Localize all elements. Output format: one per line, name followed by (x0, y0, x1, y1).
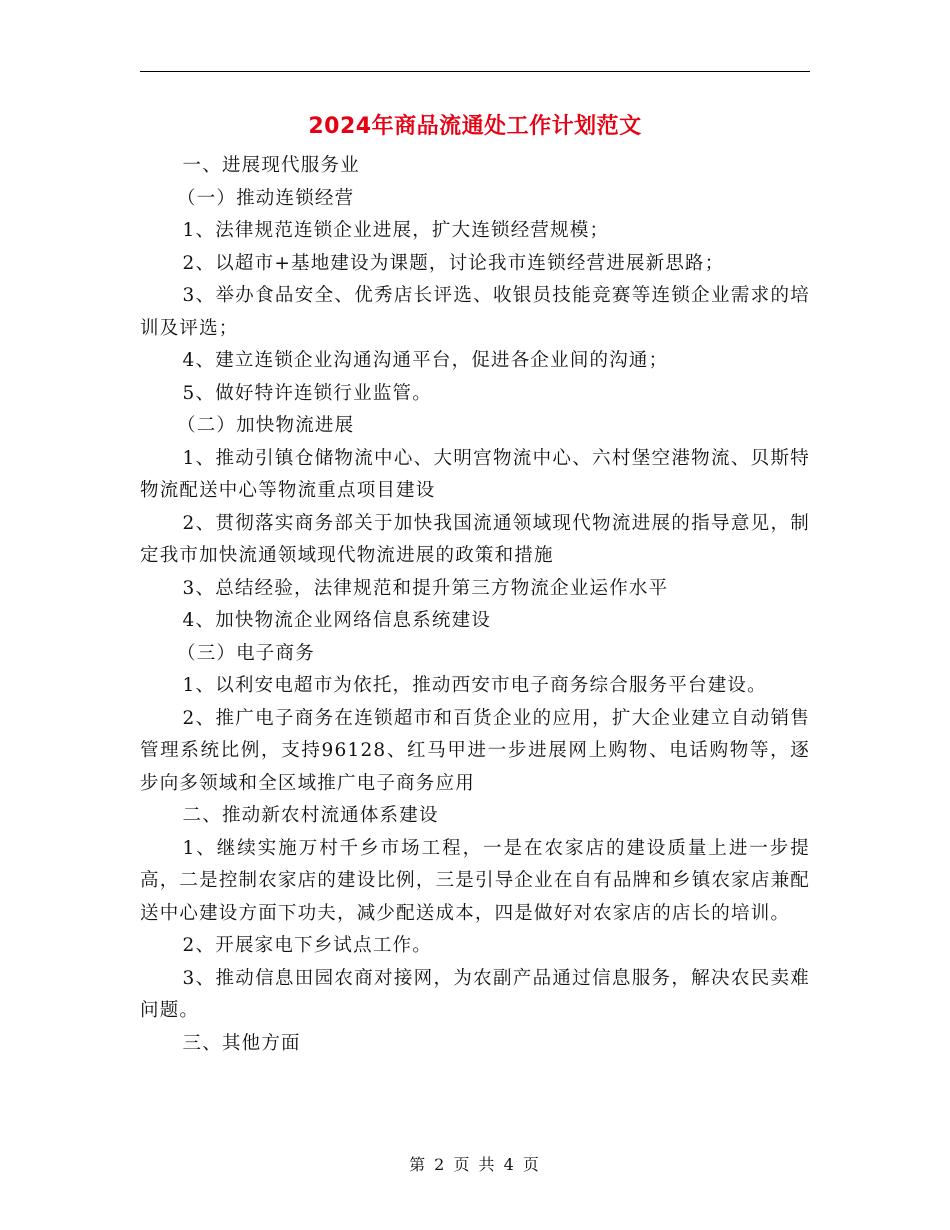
subsection-heading: （一）推动连锁经营 (177, 187, 355, 209)
subsection-heading: （二）加快物流进展 (177, 415, 355, 436)
document-body (140, 150, 810, 1060)
list-item: 3、总结经验，法律规范和提升第三方物流企业运作水平 (182, 577, 669, 599)
page-title: 2024年商品流通处工作计划范文 (308, 114, 642, 139)
list-item: 2、推广电子商务在连锁超市和百货企业的应用，扩大企业建立自动销售管理系统比例，支持96128、红马甲进一步进展网上购物、电话购物等，逐步向多领域和全区域推广电子商务应用 (140, 707, 810, 794)
list-item: 2、开展家电下乡试点工作。 (182, 935, 432, 956)
list-item: 2、以超市+基地建设为课题，讨论我市连锁经营进展新思路； (182, 252, 725, 274)
list-item: 4、加快物流企业网络信息系统建设 (182, 610, 492, 631)
list-item: 1、推动引镇仓储物流中心、大明宫物流中心、六村堡空港物流、贝斯特物流配送中心等物流重点项目建设 (140, 447, 810, 501)
list-item: 5、做好特许连锁行业监管。 (182, 382, 432, 404)
section-heading: 二、推动新农村流通体系建设 (182, 805, 439, 826)
list-item: 1、以利安电超市为依托，推动西安市电子商务综合服务平台建设。 (182, 675, 767, 696)
list-item: 4、建立连锁企业沟通沟通平台，促进各企业间的沟通； (182, 350, 669, 371)
section-heading: 一、进展现代服务业 (182, 155, 360, 176)
list-item: 2、贯彻落实商务部关于加快我国流通领域现代物流进展的指导意见，制定我市加快流通领域现代物流进展的政策和措施 (140, 512, 810, 566)
subsection-heading: （三）电子商务 (177, 642, 315, 664)
list-item: 3、举办食品安全、优秀店长评选、收银员技能竞赛等连锁企业需求的培训及评选； (140, 285, 810, 339)
section-heading: 三、其他方面 (182, 1032, 301, 1054)
header-rule (140, 71, 810, 72)
list-item: 1、继续实施万村千乡市场工程，一是在农家店的建设质量上进一步提高，二是控制农家店的建设比例，三是引导企业在自有品牌和乡镇农家店兼配送中心建设方面下功夫，减少配送成本，四是做好对农家店的店长的培训。 (140, 837, 810, 924)
list-item: 3、推动信息田园农商对接网，为农副产品通过信息服务，解决农民卖难问题。 (140, 967, 810, 1021)
list-item: 1、法律规范连锁企业进展，扩大连锁经营规模； (182, 220, 610, 241)
page-footer: 第 2 页 共 4 页 (409, 1155, 541, 1174)
